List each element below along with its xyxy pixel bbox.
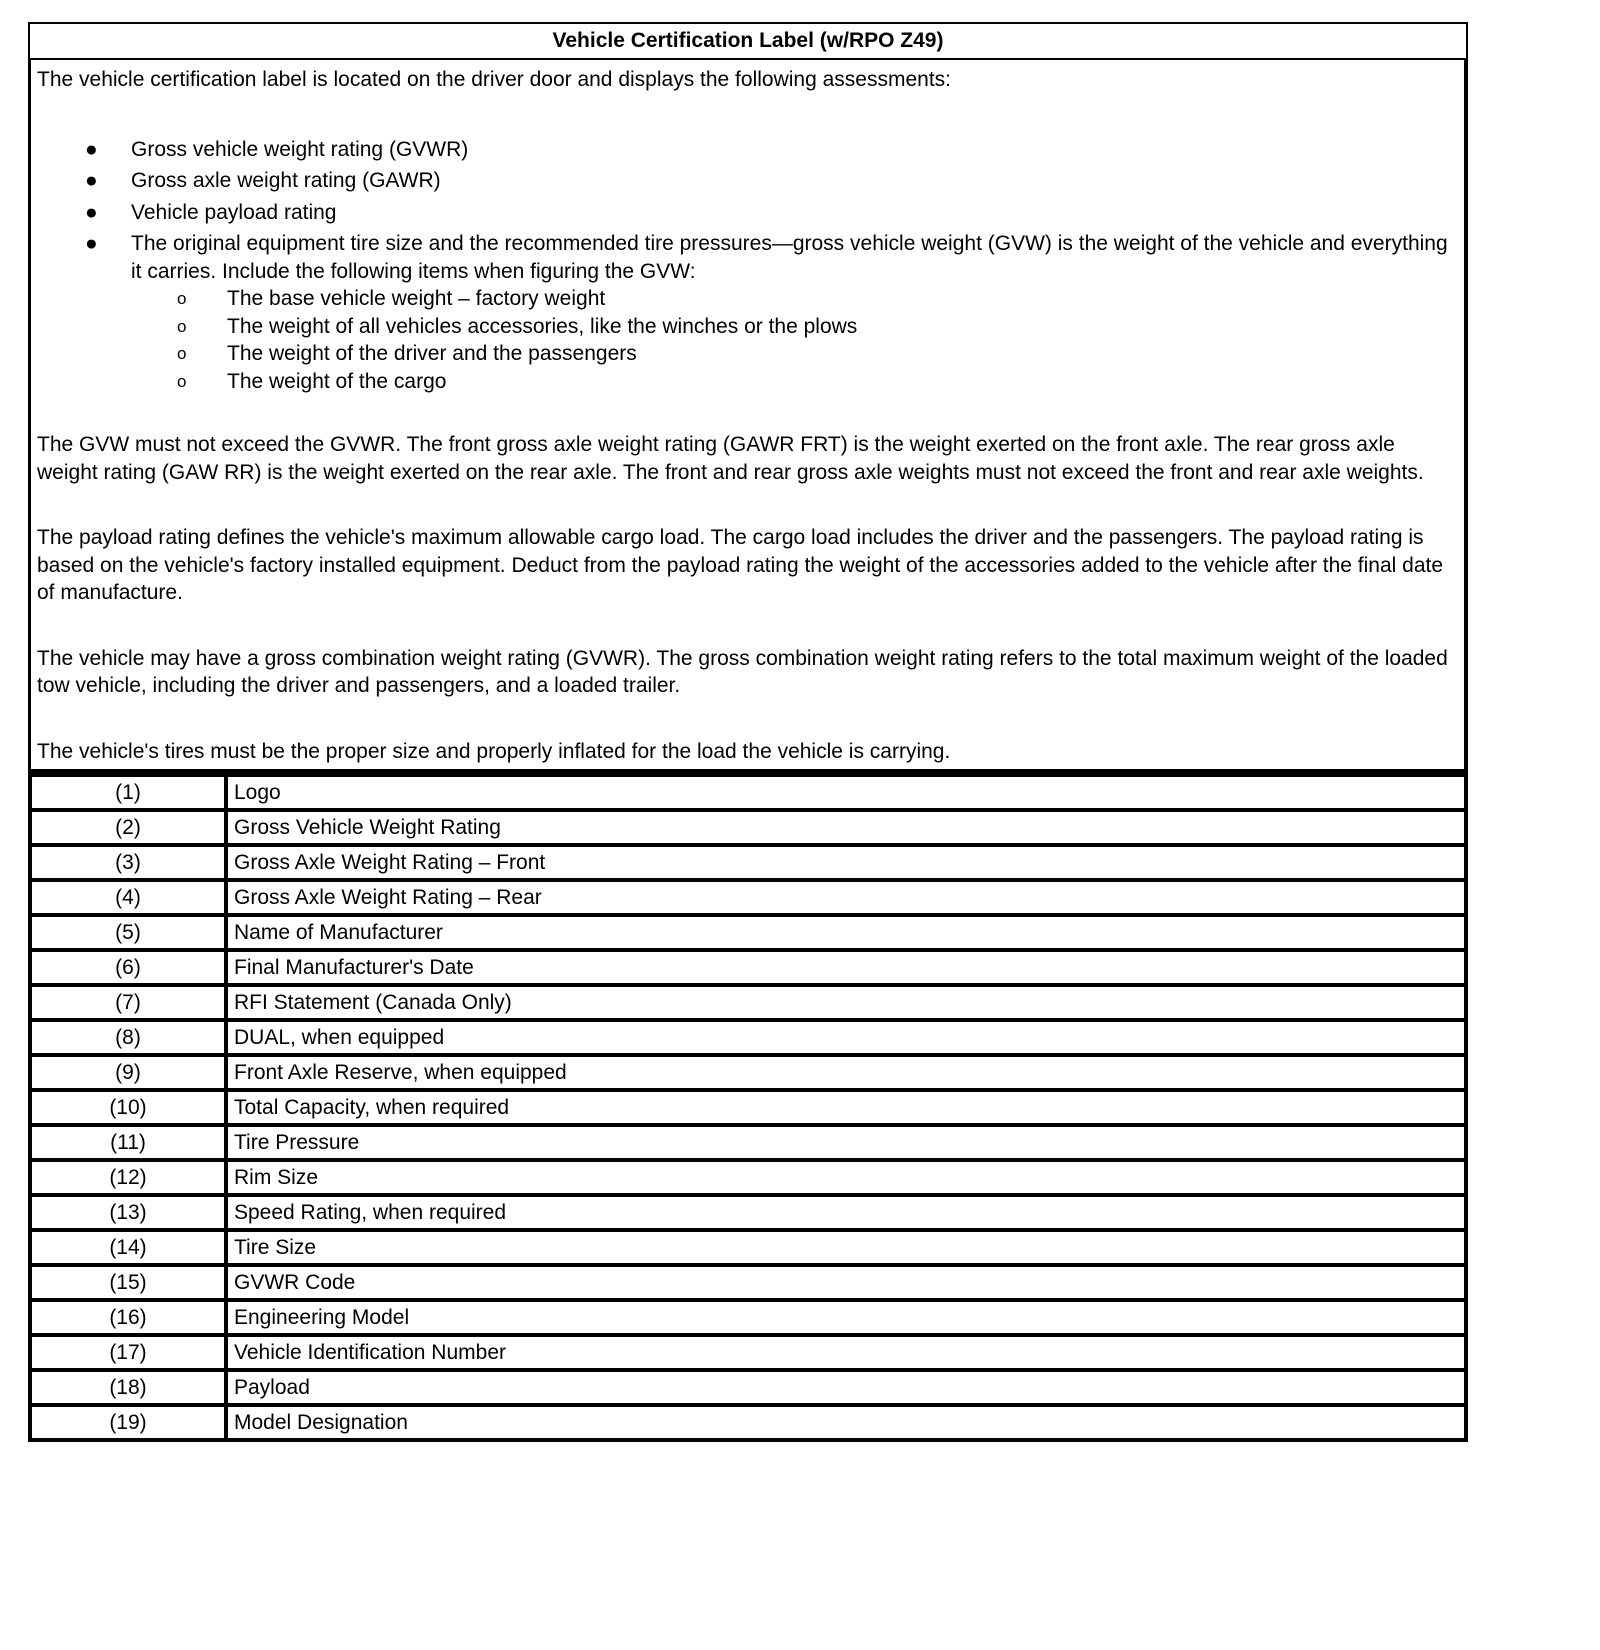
callout-label: Gross Axle Weight Rating – Rear xyxy=(226,880,1466,915)
callout-label: Logo xyxy=(226,775,1466,810)
legend-row xyxy=(30,1405,1466,1440)
legend-row xyxy=(30,950,1466,985)
assessment-item xyxy=(37,199,1456,227)
callout-label: Vehicle Identification Number xyxy=(226,1335,1466,1370)
legend-row xyxy=(30,845,1466,880)
bullet-icon: ● xyxy=(85,200,98,224)
legend-row xyxy=(30,775,1466,810)
gvw-item xyxy=(131,285,1456,313)
assessment-text: Gross axle weight rating (GAWR) xyxy=(131,169,441,192)
callout-label: RFI Statement (Canada Only) xyxy=(226,985,1466,1020)
callout-number: (19) xyxy=(30,1405,226,1440)
intro-text: The vehicle certification label is located on the driver door and displays the following assessments: xyxy=(37,68,951,91)
callout-label: Gross Vehicle Weight Rating xyxy=(226,810,1466,845)
assessment-item xyxy=(37,136,1456,164)
callout-label: Tire Size xyxy=(226,1230,1466,1265)
legend-row xyxy=(30,1265,1466,1300)
gvw-item-text: The base vehicle weight – factory weight xyxy=(227,287,606,310)
legend-row xyxy=(30,985,1466,1020)
callout-number: (12) xyxy=(30,1160,226,1195)
circle-bullet-icon: o xyxy=(177,289,187,308)
gvw-item-text: The weight of all vehicles accessories, like the winches or the plows xyxy=(227,314,858,338)
gvw-item xyxy=(131,313,1456,341)
circle-bullet-icon: o xyxy=(177,316,187,336)
callout-number: (10) xyxy=(30,1090,226,1125)
callout-label: Payload xyxy=(226,1370,1466,1405)
callout-label: Gross Axle Weight Rating – Front xyxy=(226,845,1466,880)
legend-row xyxy=(30,1195,1466,1230)
gvw-item xyxy=(131,340,1456,368)
callout-number: (4) xyxy=(30,880,226,915)
legend-row xyxy=(30,1125,1466,1160)
callout-number: (8) xyxy=(30,1020,226,1055)
legend-row xyxy=(30,1300,1466,1335)
legend-row xyxy=(30,1335,1466,1370)
assessment-item xyxy=(37,230,1456,395)
legend-row xyxy=(30,1370,1466,1405)
callout-number: (6) xyxy=(30,950,226,985)
callout-number: (16) xyxy=(30,1300,226,1335)
assessment-text: Gross vehicle weight rating (GVWR) xyxy=(131,137,469,161)
callout-label: Final Manufacturer's Date xyxy=(226,950,1466,985)
callout-number: (13) xyxy=(30,1195,226,1230)
legend-row xyxy=(30,1160,1466,1195)
callout-label: Rim Size xyxy=(226,1160,1466,1195)
callout-label: Tire Pressure xyxy=(226,1125,1466,1160)
callout-number: (1) xyxy=(30,775,226,810)
callout-label: DUAL, when equipped xyxy=(226,1020,1466,1055)
gvw-item xyxy=(131,368,1456,396)
legend-row xyxy=(30,880,1466,915)
payload-paragraph: The payload rating defines the vehicle's maximum allowable cargo load. The cargo load includes the driver and the passengers. The payload rating is based on the vehicle's factory installed equipment. Deduct from the payload rating the weight of the accessories added to the vehicle after the final date of manufacture. xyxy=(37,526,1444,604)
callout-number: (5) xyxy=(30,915,226,950)
callout-label: GVWR Code xyxy=(226,1265,1466,1300)
bullet-icon: ● xyxy=(85,169,98,192)
legend-row xyxy=(30,810,1466,845)
document-title xyxy=(28,22,1468,60)
callout-number: (2) xyxy=(30,810,226,845)
gvw-item-text: The weight of the cargo xyxy=(227,369,447,393)
description-section xyxy=(28,60,1468,773)
assessment-text: The original equipment tire size and the recommended tire pressures—gross vehicle weight (GVW) is the weight of the vehicle and everything it carries. Include the following items when figuring the GVW: xyxy=(131,232,1448,283)
callout-label: Front Axle Reserve, when equipped xyxy=(226,1055,1466,1090)
callout-number: (17) xyxy=(30,1335,226,1370)
legend-row xyxy=(30,915,1466,950)
assessment-list xyxy=(37,136,1456,396)
circle-bullet-icon: o xyxy=(177,344,187,363)
legend-table-body xyxy=(30,775,1466,1440)
bullet-icon: ● xyxy=(85,137,98,161)
legend-row xyxy=(30,1020,1466,1055)
callout-number: (3) xyxy=(30,845,226,880)
assessment-item xyxy=(37,167,1456,195)
assessment-text: Vehicle payload rating xyxy=(131,200,337,224)
callout-number: (18) xyxy=(30,1370,226,1405)
tires-paragraph: The vehicle's tires must be the proper size and properly inflated for the load the vehicle is carrying. xyxy=(37,739,951,763)
gvw-item-text: The weight of the driver and the passengers xyxy=(227,342,637,365)
vehicle-certification-document xyxy=(28,22,1468,1442)
callout-number: (11) xyxy=(30,1125,226,1160)
legend-row xyxy=(30,1230,1466,1265)
callout-number: (9) xyxy=(30,1055,226,1090)
gvw-items-list xyxy=(131,285,1456,395)
gvw-paragraph: The GVW must not exceed the GVWR. The front gross axle weight rating (GAWR FRT) is the weight exerted on the front axle. The rear gross axle weight rating (GAW RR) is the weight exerted on the rear axle. The front and rear gross axle weights must not exceed the front and rear axle weights. xyxy=(37,433,1424,484)
callout-number: (7) xyxy=(30,985,226,1020)
circle-bullet-icon: o xyxy=(177,371,187,391)
bullet-icon: ● xyxy=(85,232,98,255)
callout-number: (15) xyxy=(30,1265,226,1300)
legend-row xyxy=(30,1055,1466,1090)
callout-label: Total Capacity, when required xyxy=(226,1090,1466,1125)
legend-row xyxy=(30,1090,1466,1125)
callout-label: Engineering Model xyxy=(226,1300,1466,1335)
callout-label: Speed Rating, when required xyxy=(226,1195,1466,1230)
callout-number: (14) xyxy=(30,1230,226,1265)
callout-label: Model Designation xyxy=(226,1405,1466,1440)
document-title-text: Vehicle Certification Label (w/RPO Z49) xyxy=(552,29,944,52)
label-legend-table xyxy=(28,773,1468,1442)
gcwr-paragraph: The vehicle may have a gross combination weight rating (GVWR). The gross combination weight rating refers to the total maximum weight of the loaded tow vehicle, including the driver and passengers, and a loaded trailer. xyxy=(37,646,1448,697)
callout-label: Name of Manufacturer xyxy=(226,915,1466,950)
